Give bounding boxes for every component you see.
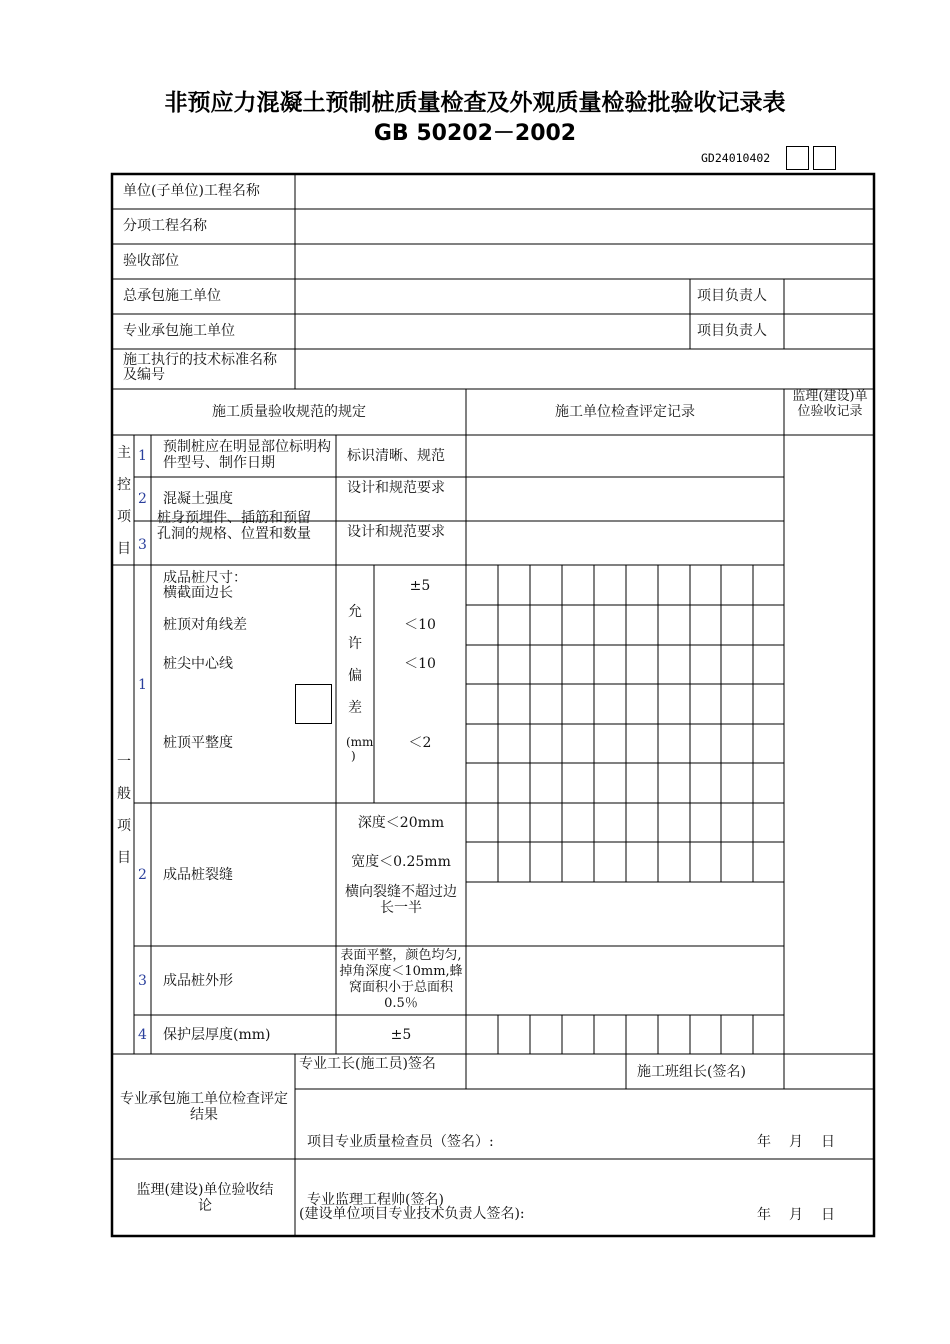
pile-size-row-1-value: ±5 — [409, 578, 431, 594]
pile-size-row-4-name: 桩顶平整度 — [163, 735, 233, 751]
form-code: GD24010402 — [701, 151, 771, 165]
label-project-manager-2: 项目负责人 — [697, 323, 767, 339]
tolerance-unit-2: ) — [351, 749, 356, 763]
pile-size-row-3-name: 桩尖中心线 — [163, 656, 233, 672]
date1-day: 日 — [821, 1134, 835, 1150]
general-contractor-field[interactable] — [296, 280, 689, 313]
label-project-name: 单位(子单位)工程名称 — [123, 183, 260, 199]
date1-year: 年 — [757, 1134, 771, 1150]
shape-name: 成品桩外形 — [163, 973, 233, 989]
main-control-char-2: 控 — [117, 477, 131, 493]
pile-size-row-3-value: ＜10 — [404, 656, 436, 672]
general-char-3: 项 — [117, 818, 131, 834]
date2-month: 月 — [789, 1207, 803, 1223]
quality-inspector-label: 项目专业质量检查员（签名）: — [307, 1134, 494, 1150]
checkbox-square[interactable] — [295, 684, 332, 724]
date2-year: 年 — [757, 1207, 771, 1223]
main-item-name-1: 预制桩应在明显部位标明构件型号、制作日期 — [163, 439, 331, 471]
label-general-contractor: 总承包施工单位 — [123, 288, 221, 304]
tolerance-char-1: 允 — [348, 604, 362, 620]
specialty-contractor-field[interactable] — [296, 315, 689, 348]
project-manager-field-1[interactable] — [785, 280, 873, 313]
form-title: 非预应力混凝土预制桩质量检查及外观质量检验批验收记录表 — [164, 90, 786, 116]
general-item-no-4: 4 — [138, 1027, 147, 1043]
main-control-char-4: 目 — [117, 541, 131, 557]
client-signature-clip — [296, 1206, 546, 1235]
general-char-2: 般 — [117, 786, 131, 802]
general-item-no-3: 3 — [138, 973, 147, 989]
main-item-req-2: 设计和规范要求 — [347, 480, 445, 496]
team-leader-label: 施工班组长(签名) — [637, 1064, 746, 1080]
main-item-name-3-clip — [152, 510, 335, 564]
crack-name: 成品桩裂缝 — [163, 867, 233, 883]
general-char-1: 一 — [117, 754, 131, 770]
header-check-record: 施工单位检查评定记录 — [555, 404, 695, 420]
general-item-no-1: 1 — [138, 677, 147, 693]
main-control-char-3: 项 — [117, 509, 131, 525]
general-item-no-2: 2 — [138, 867, 147, 883]
crack-depth: 深度＜20mm — [357, 815, 445, 831]
contractor-result-label: 专业承包施工单位检查评定结果 — [120, 1091, 288, 1123]
label-project-manager-1: 项目负责人 — [697, 288, 767, 304]
standard-code: GB 50202－2002 — [373, 121, 577, 146]
general-char-4: 目 — [117, 850, 131, 866]
main-item-no-1: 1 — [138, 448, 147, 464]
pile-size-heading: 成品桩尺寸： — [163, 570, 247, 586]
date2-day: 日 — [821, 1207, 835, 1223]
pile-size-row-4-value: ＜2 — [408, 735, 432, 751]
tolerance-char-4: 差 — [348, 700, 362, 716]
main-item-no-3: 3 — [138, 537, 147, 553]
cover-thickness-value: ±5 — [390, 1027, 412, 1043]
main-item-req-1: 标识清晰、规范 — [347, 448, 445, 464]
team-leader-signature-field[interactable] — [785, 1055, 873, 1088]
sub-project-field[interactable] — [296, 210, 873, 243]
supervision-conclusion-label: 监理(建设)单位验收结论 — [136, 1182, 274, 1214]
tolerance-char-2: 许 — [348, 636, 362, 652]
main-control-char-1: 主 — [117, 445, 131, 461]
main-item-name-2: 混凝土强度 — [163, 491, 233, 507]
project-name-field[interactable] — [296, 175, 873, 208]
tech-standard-field[interactable] — [296, 350, 873, 388]
label-sub-project: 分项工程名称 — [123, 218, 207, 234]
project-manager-field-2[interactable] — [785, 315, 873, 348]
client-signature-label: (建设单位项目专业技术负责人签名): — [299, 1206, 525, 1222]
label-tech-standard: 施工执行的技术标准名称及编号 — [123, 352, 277, 383]
pile-size-row-1-name: 横截面边长 — [163, 585, 233, 601]
shape-requirement: 表面平整，颜色均匀,掉角深度＜10mm,蜂窝面积小于总面积0.5％ — [339, 948, 463, 1011]
pile-size-row-2-value: ＜10 — [404, 617, 436, 633]
pile-size-row-2-name: 桩顶对角线差 — [163, 617, 247, 633]
crack-width: 宽度＜0.25mm — [351, 854, 451, 870]
header-spec: 施工质量验收规范的规定 — [212, 404, 366, 420]
label-specialty-contractor: 专业承包施工单位 — [123, 323, 235, 339]
foreman-signature-field[interactable] — [467, 1055, 625, 1088]
header-supervision: 监理(建设)单位验收记录 — [792, 389, 868, 419]
cover-thickness-name: 保护层厚度(mm) — [163, 1027, 271, 1043]
date1-month: 月 — [789, 1134, 803, 1150]
tolerance-unit-1: (mm — [346, 735, 374, 749]
supervisor-signature-label: 专业监理工程帅(签名) — [307, 1192, 444, 1208]
main-item-req-3: 设计和规范要求 — [347, 524, 445, 540]
crack-transverse: 横向裂缝不超过边长一半 — [345, 884, 457, 916]
acceptance-part-field[interactable] — [296, 245, 873, 278]
main-item-no-2: 2 — [138, 491, 147, 507]
tolerance-char-3: 偏 — [348, 668, 362, 684]
label-acceptance-part: 验收部位 — [123, 253, 179, 269]
main-item-name-3: 桩身预埋件、插筋和预留孔洞的规格、位置和数量 — [157, 510, 311, 542]
foreman-signature-label: 专业工长(施工员)签名 — [299, 1056, 436, 1072]
